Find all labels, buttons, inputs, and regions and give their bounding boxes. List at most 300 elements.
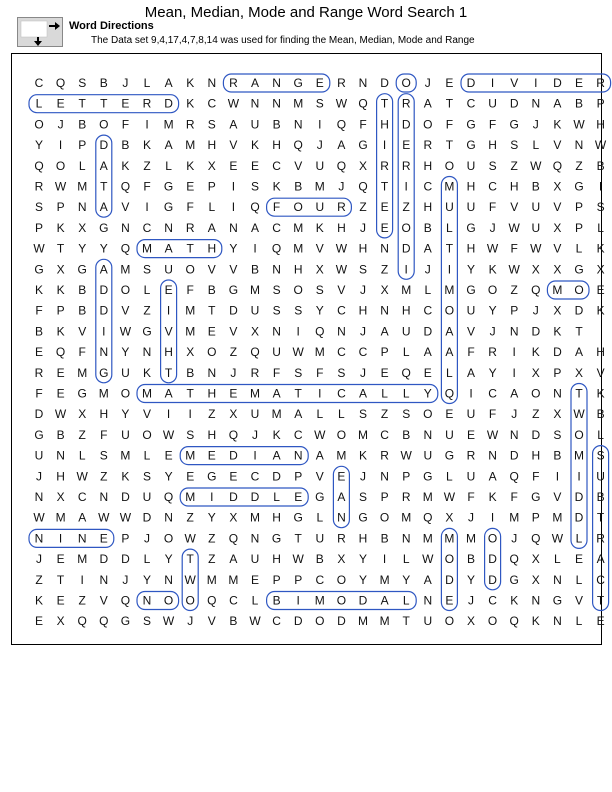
grid-letter[interactable]: P xyxy=(553,365,562,380)
grid-letter[interactable]: D xyxy=(509,96,519,111)
grid-letter[interactable]: X xyxy=(574,365,584,380)
grid-letter[interactable]: A xyxy=(553,96,562,111)
grid-letter[interactable]: X xyxy=(78,407,87,422)
grid-letter[interactable]: N xyxy=(142,593,152,608)
grid-letter[interactable]: R xyxy=(401,96,411,111)
grid-letter[interactable]: S xyxy=(250,179,260,194)
grid-letter[interactable]: I xyxy=(490,76,495,90)
grid-letter[interactable]: A xyxy=(337,138,346,153)
grid-letter[interactable]: F xyxy=(100,427,108,442)
grid-letter[interactable]: N xyxy=(423,593,433,608)
grid-letter[interactable]: O xyxy=(55,158,66,173)
grid-letter[interactable]: G xyxy=(163,179,174,194)
grid-letter[interactable]: G xyxy=(315,490,325,504)
grid-letter[interactable]: A xyxy=(445,324,454,339)
grid-letter[interactable]: J xyxy=(511,407,518,422)
grid-letter[interactable]: N xyxy=(229,220,238,235)
grid-letter[interactable]: D xyxy=(121,490,130,504)
grid-letter[interactable]: D xyxy=(401,117,411,132)
grid-letter[interactable]: M xyxy=(206,572,217,587)
grid-letter[interactable]: H xyxy=(337,220,346,235)
grid-letter[interactable]: V xyxy=(596,365,605,380)
grid-letter[interactable]: E xyxy=(445,593,454,608)
grid-letter[interactable]: Z xyxy=(532,407,540,422)
grid-letter[interactable]: Y xyxy=(466,572,476,587)
grid-letter[interactable]: Z xyxy=(510,283,518,297)
grid-letter[interactable]: U xyxy=(466,158,476,173)
grid-letter[interactable]: I xyxy=(512,345,516,360)
grid-letter[interactable]: W xyxy=(400,448,412,463)
grid-letter[interactable]: I xyxy=(58,138,63,153)
grid-letter[interactable]: O xyxy=(487,531,498,546)
grid-letter[interactable]: Q xyxy=(55,76,66,90)
grid-letter[interactable]: Q xyxy=(423,510,433,525)
grid-letter[interactable]: X xyxy=(56,262,65,277)
grid-letter[interactable]: E xyxy=(315,76,324,90)
grid-letter[interactable]: J xyxy=(36,552,42,567)
grid-letter[interactable]: T xyxy=(56,241,65,256)
grid-letter[interactable]: N xyxy=(99,345,109,360)
grid-letter[interactable]: Z xyxy=(229,345,238,360)
grid-letter[interactable]: J xyxy=(230,365,237,380)
grid-letter[interactable]: N xyxy=(207,76,217,90)
grid-letter[interactable]: H xyxy=(423,200,433,215)
grid-letter[interactable]: E xyxy=(56,96,65,111)
grid-letter[interactable]: D xyxy=(229,303,238,318)
grid-letter[interactable]: Z xyxy=(78,427,86,442)
grid-letter[interactable]: X xyxy=(380,283,389,297)
grid-letter[interactable]: U xyxy=(250,117,260,132)
grid-letter[interactable]: W xyxy=(54,179,67,194)
grid-letter[interactable]: X xyxy=(56,490,65,504)
grid-letter[interactable]: K xyxy=(121,469,130,484)
grid-letter[interactable]: X xyxy=(531,262,540,277)
grid-letter[interactable]: Y xyxy=(423,386,432,401)
grid-letter[interactable]: L xyxy=(575,572,583,587)
grid-letter[interactable]: V xyxy=(294,158,303,173)
grid-letter[interactable]: K xyxy=(186,96,195,111)
grid-letter[interactable]: G xyxy=(99,220,109,235)
grid-letter[interactable]: W xyxy=(335,262,348,277)
grid-letter[interactable]: P xyxy=(402,469,411,484)
grid-letter[interactable]: D xyxy=(250,490,260,504)
grid-letter[interactable]: N xyxy=(380,241,389,256)
grid-letter[interactable]: Q xyxy=(163,490,174,504)
grid-letter[interactable]: Q xyxy=(120,593,131,608)
grid-letter[interactable]: V xyxy=(99,593,108,608)
grid-letter[interactable]: B xyxy=(380,531,389,546)
grid-letter[interactable]: E xyxy=(164,283,173,297)
grid-letter[interactable]: N xyxy=(77,200,87,215)
grid-letter[interactable]: M xyxy=(444,283,455,297)
grid-letter[interactable]: K xyxy=(56,283,65,297)
grid-letter[interactable]: V xyxy=(553,241,562,256)
grid-letter[interactable]: R xyxy=(250,365,260,380)
grid-letter[interactable]: Y xyxy=(121,345,130,360)
grid-letter[interactable]: X xyxy=(207,158,216,173)
grid-letter[interactable]: X xyxy=(553,303,562,318)
grid-letter[interactable]: O xyxy=(401,220,411,235)
grid-letter[interactable]: R xyxy=(337,200,346,215)
grid-letter[interactable]: N xyxy=(293,117,303,132)
grid-letter[interactable]: L xyxy=(316,510,324,525)
grid-letter[interactable]: L xyxy=(78,448,86,463)
grid-letter[interactable]: U xyxy=(250,303,260,318)
grid-letter[interactable]: Z xyxy=(78,593,86,608)
grid-letter[interactable]: F xyxy=(272,200,281,215)
grid-letter[interactable]: H xyxy=(380,117,389,132)
grid-letter[interactable]: S xyxy=(510,138,519,153)
grid-letter[interactable]: E xyxy=(207,448,216,463)
grid-letter[interactable]: S xyxy=(294,365,303,380)
grid-letter[interactable]: A xyxy=(229,117,238,132)
grid-letter[interactable]: K xyxy=(488,262,497,277)
grid-letter[interactable]: T xyxy=(380,179,389,194)
grid-letter[interactable]: H xyxy=(401,303,411,318)
grid-letter[interactable]: D xyxy=(99,303,109,318)
grid-letter[interactable]: P xyxy=(78,138,87,153)
grid-letter[interactable]: W xyxy=(162,614,175,629)
grid-letter[interactable]: K xyxy=(272,179,281,194)
grid-letter[interactable]: G xyxy=(509,117,519,132)
grid-letter[interactable]: Z xyxy=(510,158,518,173)
grid-letter[interactable]: S xyxy=(596,448,605,463)
grid-letter[interactable]: V xyxy=(553,200,562,215)
grid-letter[interactable]: L xyxy=(338,407,345,422)
grid-letter[interactable]: F xyxy=(78,345,86,360)
grid-letter[interactable]: D xyxy=(272,469,281,484)
grid-letter[interactable]: N xyxy=(337,510,346,525)
grid-letter[interactable]: H xyxy=(509,179,519,194)
grid-letter[interactable]: P xyxy=(380,490,389,504)
grid-letter[interactable]: B xyxy=(294,179,303,194)
grid-letter[interactable]: R xyxy=(34,179,44,194)
grid-letter[interactable]: O xyxy=(487,283,498,297)
grid-letter[interactable]: G xyxy=(207,469,217,484)
grid-letter[interactable]: O xyxy=(185,593,195,608)
grid-letter[interactable]: J xyxy=(187,614,194,629)
grid-letter[interactable]: Y xyxy=(121,407,130,422)
grid-letter[interactable]: A xyxy=(164,241,173,256)
grid-letter[interactable]: W xyxy=(292,552,304,567)
grid-letter[interactable]: R xyxy=(185,220,195,235)
grid-letter[interactable]: Y xyxy=(78,241,87,256)
grid-letter[interactable]: N xyxy=(553,614,562,629)
grid-letter[interactable]: M xyxy=(142,386,152,401)
grid-letter[interactable]: J xyxy=(122,572,129,587)
grid-letter[interactable]: B xyxy=(34,324,44,339)
grid-letter[interactable]: V xyxy=(142,407,152,422)
grid-letter[interactable]: R xyxy=(337,531,346,546)
grid-letter[interactable]: K xyxy=(553,324,562,339)
grid-letter[interactable]: Z xyxy=(208,552,216,567)
grid-letter[interactable]: O xyxy=(574,283,584,297)
grid-letter[interactable]: C xyxy=(358,345,368,360)
grid-letter[interactable]: U xyxy=(596,469,605,484)
grid-letter[interactable]: I xyxy=(296,593,300,608)
grid-letter[interactable]: D xyxy=(293,614,303,629)
grid-letter[interactable]: A xyxy=(250,76,260,90)
grid-letter[interactable]: T xyxy=(445,241,454,256)
grid-letter[interactable]: V xyxy=(121,200,130,215)
grid-letter[interactable]: R xyxy=(401,490,411,504)
grid-letter[interactable]: L xyxy=(251,593,259,608)
grid-letter[interactable]: Q xyxy=(77,614,87,629)
grid-letter[interactable]: C xyxy=(337,345,346,360)
grid-letter[interactable]: B xyxy=(99,76,108,90)
grid-letter[interactable]: T xyxy=(445,96,454,111)
grid-letter[interactable]: D xyxy=(488,552,497,567)
grid-letter[interactable]: W xyxy=(184,531,196,546)
grid-letter[interactable]: H xyxy=(207,241,217,256)
grid-letter[interactable]: C xyxy=(229,593,238,608)
grid-letter[interactable]: X xyxy=(337,552,346,567)
grid-letter[interactable]: B xyxy=(531,179,540,194)
grid-letter[interactable]: J xyxy=(468,593,474,608)
grid-letter[interactable]: W xyxy=(184,572,196,587)
grid-letter[interactable]: J xyxy=(424,262,431,277)
grid-letter[interactable]: A xyxy=(272,448,281,463)
grid-letter[interactable]: F xyxy=(445,117,454,132)
grid-letter[interactable]: J xyxy=(532,117,539,132)
grid-letter[interactable]: W xyxy=(422,552,434,567)
grid-letter[interactable]: D xyxy=(531,427,541,442)
grid-letter[interactable]: D xyxy=(99,138,109,153)
grid-letter[interactable]: D xyxy=(401,241,411,256)
grid-letter[interactable]: Q xyxy=(444,386,455,401)
grid-letter[interactable]: S xyxy=(315,283,324,297)
grid-letter[interactable]: S xyxy=(34,200,44,215)
grid-letter[interactable]: E xyxy=(596,283,605,297)
grid-letter[interactable]: O xyxy=(34,117,44,132)
grid-letter[interactable]: S xyxy=(272,283,281,297)
grid-letter[interactable]: S xyxy=(207,117,216,132)
grid-letter[interactable]: I xyxy=(469,386,473,401)
grid-letter[interactable]: J xyxy=(316,138,323,153)
grid-letter[interactable]: O xyxy=(120,386,131,401)
grid-letter[interactable]: X xyxy=(229,407,238,422)
grid-letter[interactable]: H xyxy=(272,510,281,525)
grid-letter[interactable]: U xyxy=(466,469,476,484)
grid-letter[interactable]: A xyxy=(380,593,389,608)
grid-letter[interactable]: N xyxy=(121,220,130,235)
grid-letter[interactable]: W xyxy=(486,427,499,442)
grid-letter[interactable]: M xyxy=(163,117,174,132)
grid-letter[interactable]: A xyxy=(294,407,303,422)
grid-letter[interactable]: T xyxy=(186,386,194,401)
grid-letter[interactable]: P xyxy=(294,572,303,587)
grid-letter[interactable]: S xyxy=(294,303,303,318)
grid-letter[interactable]: H xyxy=(358,303,368,318)
grid-letter[interactable]: V xyxy=(574,593,584,608)
grid-letter[interactable]: Q xyxy=(55,345,66,360)
grid-letter[interactable]: I xyxy=(382,552,387,567)
grid-letter[interactable]: F xyxy=(316,365,324,380)
grid-letter[interactable]: W xyxy=(573,117,585,132)
grid-letter[interactable]: R xyxy=(596,531,605,546)
grid-letter[interactable]: P xyxy=(380,345,389,360)
grid-letter[interactable]: A xyxy=(99,200,108,215)
grid-letter[interactable]: A xyxy=(164,76,173,90)
grid-letter[interactable]: W xyxy=(508,220,520,235)
grid-letter[interactable]: U xyxy=(315,531,325,546)
grid-letter[interactable]: J xyxy=(338,179,345,194)
grid-letter[interactable]: O xyxy=(336,572,347,587)
grid-letter[interactable]: V xyxy=(121,303,130,318)
grid-letter[interactable]: F xyxy=(121,117,130,132)
grid-letter[interactable]: N xyxy=(337,324,346,339)
grid-letter[interactable]: E xyxy=(423,365,432,380)
grid-letter[interactable]: P xyxy=(531,510,540,525)
grid-letter[interactable]: Q xyxy=(358,179,368,194)
grid-letter[interactable]: C xyxy=(315,572,325,587)
grid-letter[interactable]: C xyxy=(250,469,260,484)
grid-letter[interactable]: G xyxy=(99,365,109,380)
grid-letter[interactable]: F xyxy=(510,490,518,504)
grid-letter[interactable]: R xyxy=(466,448,476,463)
grid-letter[interactable]: A xyxy=(207,220,216,235)
grid-letter[interactable]: A xyxy=(423,345,432,360)
grid-letter[interactable]: F xyxy=(186,200,194,215)
grid-letter[interactable]: W xyxy=(76,469,88,484)
grid-letter[interactable]: C xyxy=(488,179,497,194)
grid-letter[interactable]: W xyxy=(335,241,348,256)
grid-letter[interactable]: D xyxy=(358,593,368,608)
grid-letter[interactable]: Z xyxy=(359,200,367,215)
grid-letter[interactable]: W xyxy=(162,427,175,442)
grid-letter[interactable]: T xyxy=(596,510,605,525)
grid-letter[interactable]: O xyxy=(531,386,541,401)
grid-letter[interactable]: D xyxy=(531,324,541,339)
grid-letter[interactable]: W xyxy=(530,158,542,173)
grid-letter[interactable]: G xyxy=(574,262,584,277)
grid-letter[interactable]: U xyxy=(531,220,541,235)
grid-letter[interactable]: X xyxy=(553,262,562,277)
grid-letter[interactable]: J xyxy=(144,531,150,546)
grid-letter[interactable]: N xyxy=(99,490,109,504)
grid-letter[interactable]: G xyxy=(163,200,174,215)
grid-letter[interactable]: S xyxy=(553,427,562,442)
grid-letter[interactable]: U xyxy=(531,200,541,215)
grid-letter[interactable]: O xyxy=(315,614,325,629)
grid-letter[interactable]: U xyxy=(272,345,281,360)
grid-letter[interactable]: I xyxy=(490,510,495,525)
grid-letter[interactable]: G xyxy=(293,76,303,90)
grid-letter[interactable]: B xyxy=(315,552,324,567)
grid-letter[interactable]: N xyxy=(423,427,433,442)
grid-letter[interactable]: K xyxy=(121,158,130,173)
grid-letter[interactable]: Q xyxy=(552,158,563,173)
grid-letter[interactable]: B xyxy=(423,220,432,235)
grid-letter[interactable]: R xyxy=(142,96,152,111)
grid-letter[interactable]: M xyxy=(185,303,196,318)
grid-letter[interactable]: O xyxy=(423,407,433,422)
grid-letter[interactable]: E xyxy=(250,158,260,173)
grid-letter[interactable]: K xyxy=(488,490,497,504)
grid-letter[interactable]: D xyxy=(445,572,454,587)
grid-letter[interactable]: Y xyxy=(34,138,44,153)
grid-letter[interactable]: Y xyxy=(229,241,238,256)
grid-letter[interactable]: W xyxy=(33,241,45,256)
grid-letter[interactable]: N xyxy=(272,324,281,339)
grid-letter[interactable]: I xyxy=(210,490,214,504)
grid-letter[interactable]: B xyxy=(78,117,87,132)
grid-letter[interactable]: M xyxy=(120,262,131,277)
grid-letter[interactable]: C xyxy=(337,386,346,401)
grid-letter[interactable]: L xyxy=(316,407,324,422)
grid-letter[interactable]: W xyxy=(594,138,607,153)
grid-letter[interactable]: I xyxy=(145,117,149,132)
grid-letter[interactable]: P xyxy=(272,572,281,587)
grid-letter[interactable]: Z xyxy=(380,407,389,422)
grid-letter[interactable]: S xyxy=(402,407,411,422)
grid-letter[interactable]: N xyxy=(207,365,217,380)
grid-letter[interactable]: K xyxy=(596,241,605,256)
grid-letter[interactable]: Q xyxy=(228,531,239,546)
grid-letter[interactable]: M xyxy=(77,179,88,194)
grid-letter[interactable]: O xyxy=(379,510,390,525)
grid-letter[interactable]: P xyxy=(56,200,65,215)
grid-letter[interactable]: N xyxy=(401,531,411,546)
grid-letter[interactable]: L xyxy=(554,552,561,567)
grid-letter[interactable]: H xyxy=(596,345,605,360)
grid-letter[interactable]: W xyxy=(98,510,110,525)
grid-letter[interactable]: U xyxy=(142,490,152,504)
grid-letter[interactable]: Q xyxy=(120,241,131,256)
grid-letter[interactable]: F xyxy=(143,179,151,194)
grid-letter[interactable]: Q xyxy=(34,158,44,173)
grid-letter[interactable]: B xyxy=(272,593,281,608)
grid-letter[interactable]: E xyxy=(596,614,605,629)
grid-letter[interactable]: D xyxy=(553,76,562,90)
grid-letter[interactable]: M xyxy=(314,345,325,360)
grid-letter[interactable]: P xyxy=(574,200,584,215)
grid-letter[interactable]: L xyxy=(446,365,453,380)
grid-letter[interactable]: O xyxy=(444,158,455,173)
grid-letter[interactable]: M xyxy=(358,614,368,629)
grid-letter[interactable]: A xyxy=(510,386,519,401)
grid-letter[interactable]: W xyxy=(486,241,499,256)
grid-letter[interactable]: M xyxy=(314,179,325,194)
grid-letter[interactable]: W xyxy=(249,614,261,629)
grid-letter[interactable]: X xyxy=(78,220,87,235)
grid-letter[interactable]: D xyxy=(164,96,173,111)
grid-letter[interactable]: R xyxy=(34,365,44,380)
grid-letter[interactable]: S xyxy=(186,427,195,442)
grid-letter[interactable]: S xyxy=(272,303,281,318)
grid-letter[interactable]: N xyxy=(509,324,519,339)
grid-letter[interactable]: R xyxy=(488,345,497,360)
grid-letter[interactable]: W xyxy=(508,262,520,277)
grid-letter[interactable]: S xyxy=(142,469,152,484)
grid-letter[interactable]: N xyxy=(531,593,541,608)
grid-letter[interactable]: N xyxy=(272,96,281,111)
grid-letter[interactable]: M xyxy=(574,448,584,463)
grid-letter[interactable]: E xyxy=(99,531,108,546)
grid-letter[interactable]: N xyxy=(488,448,497,463)
grid-letter[interactable]: G xyxy=(444,448,455,463)
grid-letter[interactable]: Z xyxy=(100,469,108,484)
grid-letter[interactable]: O xyxy=(293,200,303,215)
grid-letter[interactable]: G xyxy=(466,220,476,235)
grid-letter[interactable]: L xyxy=(575,614,583,629)
grid-letter[interactable]: L xyxy=(424,283,432,297)
grid-letter[interactable]: H xyxy=(423,158,433,173)
grid-letter[interactable]: X xyxy=(553,220,562,235)
grid-letter[interactable]: K xyxy=(358,448,368,463)
grid-letter[interactable]: U xyxy=(250,552,260,567)
grid-letter[interactable]: Q xyxy=(509,614,519,629)
